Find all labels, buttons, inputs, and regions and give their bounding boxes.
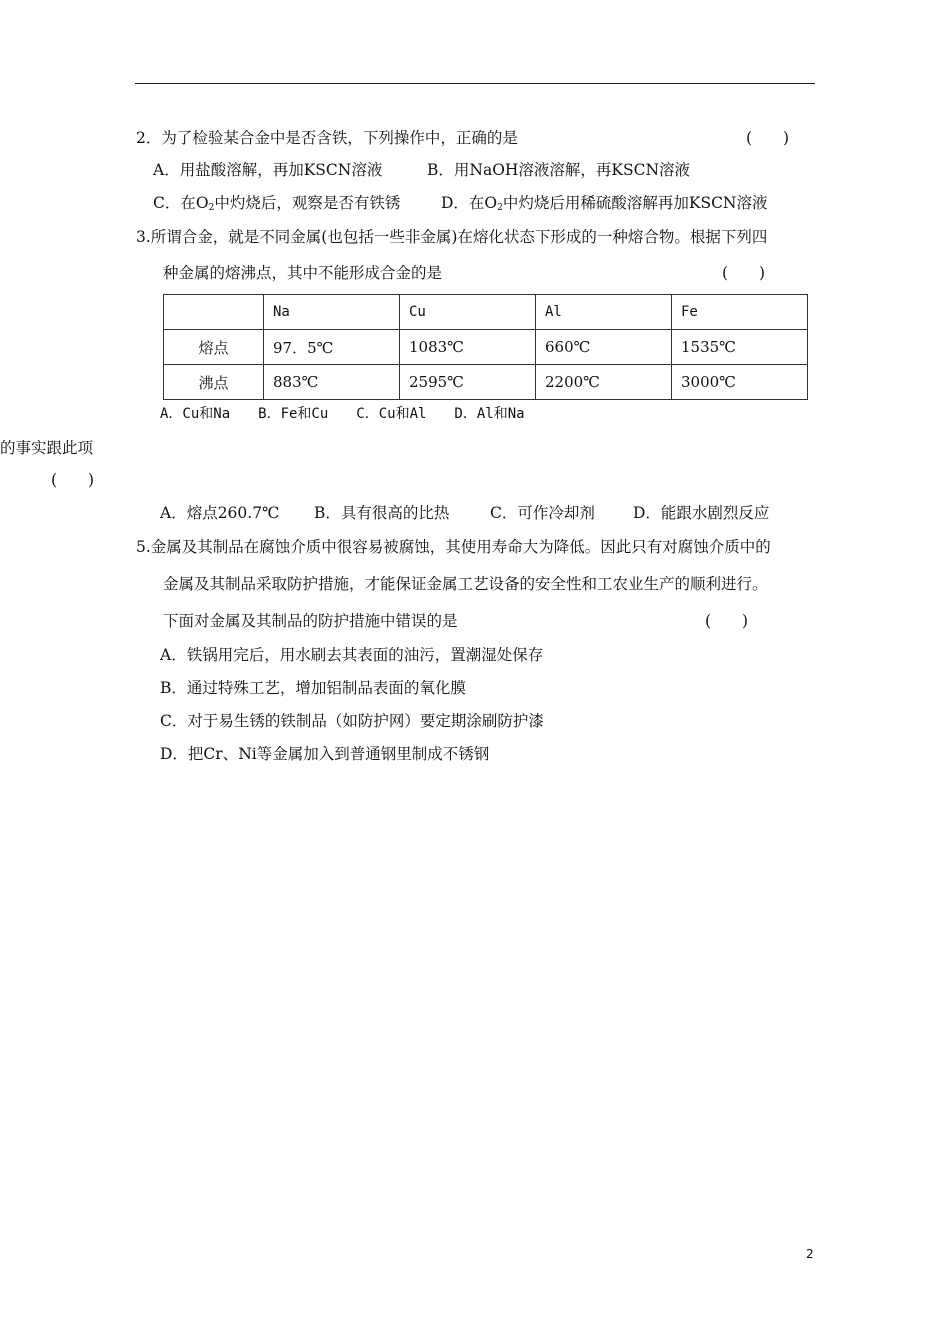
- table-corner-cell: [164, 295, 264, 330]
- melting-boiling-table: [163, 294, 808, 400]
- table-cell: 660℃: [536, 330, 672, 365]
- q5-stem-line3: 下面对金属及其制品的防护措施中错误的是: [163, 612, 458, 630]
- q5-option-b: B．通过特殊工艺，增加铝制品表面的氧化膜: [160, 679, 466, 697]
- q4-option-c: C．可作冷却剂: [490, 504, 595, 522]
- q5-option-c: C．对于易生锈的铁制品（如防护网）要定期涂刷防护漆: [160, 712, 544, 730]
- page-number: 2: [806, 1247, 814, 1261]
- header-cell-al: Al: [536, 295, 672, 330]
- q3-answer-bracket: ( ): [722, 264, 766, 282]
- table-cell: 2595℃: [400, 365, 536, 400]
- q4-answer-bracket: ( ): [51, 471, 95, 489]
- q2-option-a: A．用盐酸溶解，再加KSCN溶液: [153, 161, 383, 179]
- q5-stem-line1: 5.金属及其制品在腐蚀介质中很容易被腐蚀，其使用寿命大为降低。因此只有对腐蚀介质中的: [136, 538, 771, 556]
- q2-answer-bracket: ( ): [746, 129, 790, 147]
- row-label-boiling: 沸点: [164, 365, 264, 400]
- q5-option-d: D．把Cr、Ni等金属加入到普通钢里制成不锈钢: [160, 745, 490, 763]
- q2-option-b: B．用NaOH溶液溶解，再KSCN溶液: [427, 161, 691, 179]
- q4-option-a: A．熔点260.7℃: [160, 504, 280, 522]
- q4-option-b: B．具有很高的比热: [314, 504, 450, 522]
- q3-stem-line2: 种金属的熔沸点，其中不能形成合金的是: [163, 264, 443, 282]
- table-cell: 3000℃: [672, 365, 808, 400]
- header-cell-cu: Cu: [400, 295, 536, 330]
- q3-stem-line1: 3.所谓合金，就是不同金属(也包括一些非金属)在熔化状态下形成的一种熔合物。根据下列四: [136, 228, 768, 246]
- header-rule: [135, 83, 815, 84]
- table-cell: 1083℃: [400, 330, 536, 365]
- table-cell: 97．5℃: [264, 330, 400, 365]
- q2-option-c: C．在$O_2$中灼烧后，观察是否有铁锈: [153, 194, 401, 213]
- q3-options: A．Cu和Na B．Fe和Cu C．Cu和Al D．Al和Na: [160, 406, 525, 422]
- q5-answer-bracket: ( ): [705, 612, 749, 630]
- table-cell: 883℃: [264, 365, 400, 400]
- q5-option-a: A．铁锅用完后，用水刷去其表面的油污，置潮湿处保存: [160, 646, 544, 664]
- header-cell-na: Na: [264, 295, 400, 330]
- table-row-melting: [164, 330, 808, 365]
- row-label-melting: 熔点: [164, 330, 264, 365]
- table-cell: 1535℃: [672, 330, 808, 365]
- table-header-row: [164, 295, 808, 330]
- header-cell-fe: Fe: [672, 295, 808, 330]
- table-cell: 2200℃: [536, 365, 672, 400]
- q5-stem-line2: 金属及其制品采取防护措施，才能保证金属工艺设备的安全性和工农业生产的顺利进行。: [163, 575, 768, 593]
- q2-option-d: D．在$O_2$中灼烧后用稀硫酸溶解再加KSCN溶液: [441, 194, 768, 213]
- q4-stem-fragment: 的事实跟此项: [0, 439, 94, 457]
- q2-stem: 2．为了检验某合金中是否含铁，下列操作中，正确的是: [136, 129, 518, 147]
- table-row-boiling: [164, 365, 808, 400]
- q4-option-d: D．能跟水剧烈反应: [633, 504, 770, 522]
